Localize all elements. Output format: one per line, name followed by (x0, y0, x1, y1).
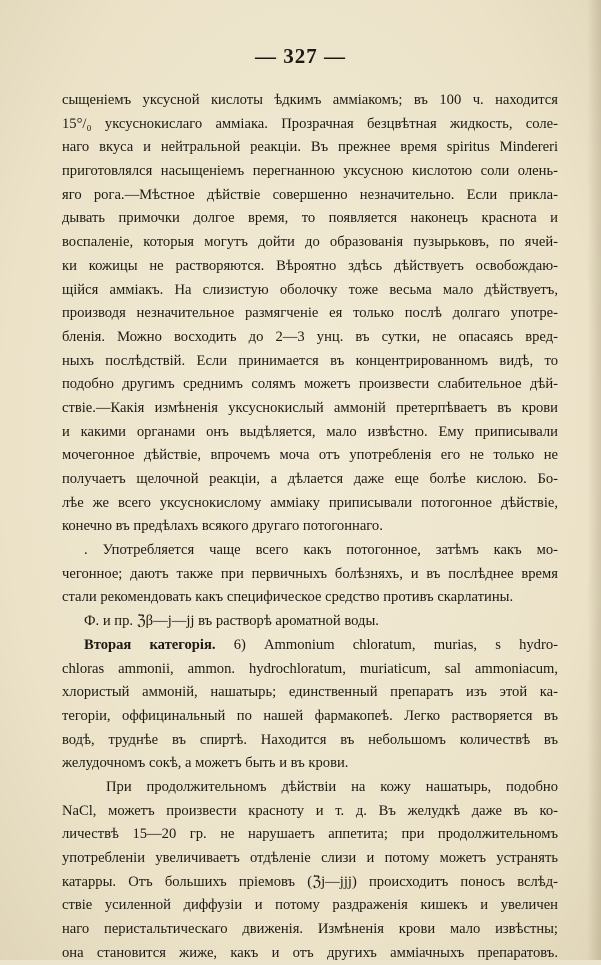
text-line: тегоріи, оффицинальный по нашей фармакопеѣ. Легко растворяется въ (62, 707, 558, 724)
text-line: хлористый аммоній, нашатырь; единственный препаратъ изъ этой ка- (62, 684, 558, 701)
text-line: конечно въ предѣлахъ всякого другаго потогоннаго. (62, 518, 383, 535)
text-line: подобно другимъ среднимъ солямъ можетъ произвести слабительное дѣй- (62, 376, 558, 393)
text-line: наго вкуса и нейтральной реакціи. Въ прежнее время spiritus Mindereri (62, 139, 558, 156)
text-line: 15°/₀ уксуснокислаго амміака. Прозрачная безцвѣтная жидкость, соле- (62, 115, 558, 132)
text-line: производя незначительное размягченіе ея только послѣ долгаго употре- (62, 305, 558, 322)
text-line: ствіе усиленной диффузіи и потому раздраженія кишекъ и увеличен (62, 897, 558, 914)
text-line: дывать примочки долгое время, то появляется наконецъ краснота и (62, 210, 558, 227)
section-heading-line: Вторая категорія. 6) Ammonium chloratum, murias, s hydro- (84, 636, 558, 653)
text-line: желудочномъ сокѣ, а можетъ быть и въ крови. (62, 755, 349, 772)
text-line: chloras ammonii, ammon. hydrochloratum, muriaticum, sal ammoniacum, (62, 660, 558, 677)
text-line: щійся амміакъ. На слизистую оболочку тоже весьма мало дѣйствуетъ, (62, 281, 558, 298)
text-line: ствіе.—Какія измѣненія уксуснокислый аммоній претерпѣваетъ въ крови (62, 399, 558, 416)
text-line: лѣе же всего уксуснокислому амміаку приписывали потогонное дѣйствіе, (62, 494, 558, 511)
text-line: получаетъ щелочной реакціи, а дѣлается даже еще болѣе кислою. Бо- (62, 471, 558, 487)
body-text (62, 89, 558, 965)
text-line: ныхъ послѣдствій. Если принимается въ концентрированномъ видѣ, то (62, 352, 558, 369)
text-line: чегонное; даютъ также при первичныхъ болѣзняхъ, и въ послѣднее время (62, 565, 558, 582)
text-line: яго рога.—Мѣстное дѣйствіе совершенно незначительно. Если прикла- (62, 186, 558, 203)
text-line: употребленіи увеличиваетъ отдѣленіе слизи и потому можетъ устранять (62, 850, 558, 866)
text-line: мочегонное дѣйствіе, впрочемъ моча отъ употребленія его не только не (62, 447, 558, 464)
text-line: она становится жиже, какъ и отъ другихъ амміачныхъ препаратовъ. (62, 944, 558, 961)
page-number: — 327 — (255, 44, 346, 68)
text-line: ки кожицы не растворяются. Вѣроятно здѣсь дѣйствуетъ освобождаю- (62, 257, 558, 274)
text-line: личествѣ 15—20 гр. не нарушаетъ аппетита; при продолжительномъ (62, 826, 558, 843)
text-line: При продолжительномъ дѣйствіи на кожу нашатырь, подобно (106, 778, 558, 795)
text-line: водѣ, труднѣе въ спиртѣ. Находится въ небольшомъ количествѣ въ (62, 731, 558, 748)
section-heading: Вторая категорія. (84, 636, 234, 653)
text-line: воспаленіе, которыя могутъ дойти до образованія пузырьковъ, по ячей- (62, 234, 558, 251)
text-line: катарры. Отъ большихъ пріемовъ (ℨj—jjj) происходитъ поносъ вслѣд- (62, 873, 558, 890)
text-line: наго перистальтическаго движенія. Измѣненія крови мало извѣстны; (62, 921, 558, 938)
text-line: Ф. и пр. ℨβ—j—jj въ растворѣ ароматной воды. (84, 613, 379, 630)
text-line: . Употребляется чаще всего какъ потогонное, затѣмъ какъ мо- (84, 542, 558, 559)
text-line: стали рекомендовать какъ специфическое средство противъ скарлатины. (62, 589, 514, 606)
text-line: сыщеніемъ уксусной кислоты ѣдкимъ амміакомъ; въ 100 ч. находится (62, 92, 558, 108)
text-line: и какими органами онъ выдѣляется, мало извѣстно. Ему приписывали (62, 423, 558, 440)
text-line: NaCl, можетъ произвести красноту и т. д. Въ желудкѣ даже въ ко- (62, 802, 558, 819)
text-line: приготовлялся насыщеніемъ перегнанною уксусною кислотою соли олень- (62, 163, 558, 180)
text-line: бленія. Можно восходить до 2—3 унц. въ сутки, не опасаясь вред- (62, 328, 558, 345)
page-edge-shadow (587, 0, 601, 960)
